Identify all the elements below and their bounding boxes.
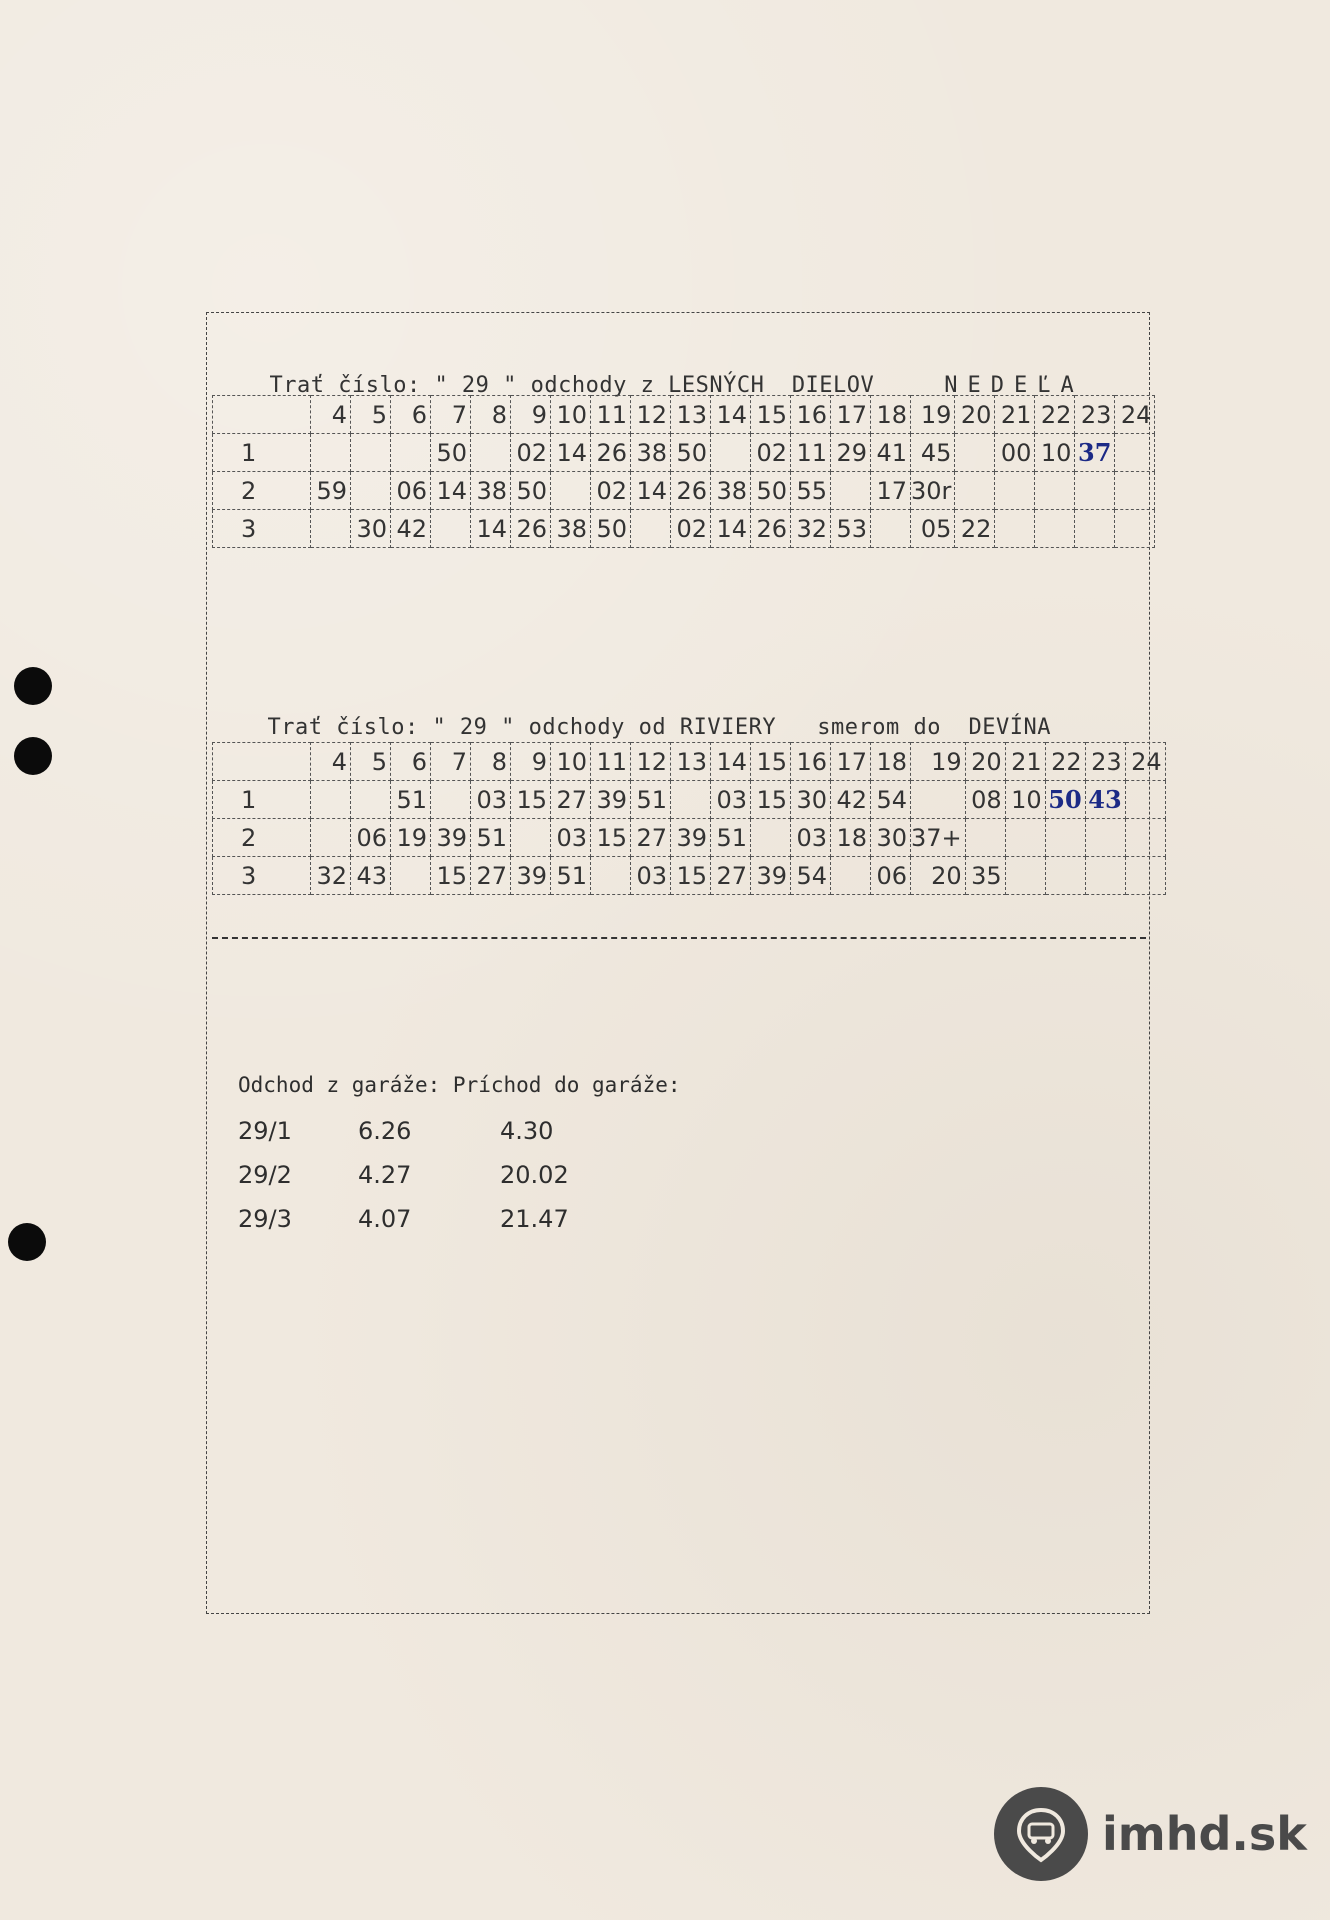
departure-minute: 32 — [791, 510, 831, 548]
departure-minute — [351, 472, 391, 510]
departure-minute: 50 — [591, 510, 631, 548]
departure-minute: 00 — [995, 434, 1035, 472]
departure-minute: 17 — [871, 472, 911, 510]
hour-header: 16 — [791, 743, 831, 781]
departure-minute: 26 — [671, 472, 711, 510]
departure-minute: 38 — [711, 472, 751, 510]
hour-header: 5 — [351, 396, 391, 434]
hour-header: 15 — [751, 396, 791, 434]
departure-minute: 14 — [711, 510, 751, 548]
punch-hole — [14, 737, 52, 775]
hour-header: 9 — [511, 743, 551, 781]
hour-header: 10 — [551, 396, 591, 434]
departure-minute — [311, 819, 351, 857]
header-corner — [213, 396, 311, 434]
departure-minute: 03 — [471, 781, 511, 819]
hour-header: 23 — [1075, 396, 1115, 434]
departure-minute: 26 — [751, 510, 791, 548]
departure-minute — [1125, 781, 1165, 819]
departure-minute: 51 — [631, 781, 671, 819]
departure-minute: 59 — [311, 472, 351, 510]
table-row — [213, 781, 1166, 819]
departure-minute: 38 — [631, 434, 671, 472]
departure-minute: 02 — [671, 510, 711, 548]
bus-pin-icon — [994, 1787, 1088, 1881]
garage-arrival: 21.47 — [500, 1205, 569, 1233]
departure-minute — [351, 434, 391, 472]
garage-arrival: 4.30 — [500, 1117, 554, 1145]
departure-minute: 15 — [751, 781, 791, 819]
departure-minute: 30 — [351, 510, 391, 548]
departure-minute: 14 — [551, 434, 591, 472]
hour-header: 13 — [671, 743, 711, 781]
departure-minute — [1125, 857, 1165, 895]
departure-minute — [1115, 472, 1155, 510]
table-row — [213, 819, 1166, 857]
departure-minute: 51 — [711, 819, 751, 857]
departure-minute — [471, 434, 511, 472]
hour-header: 14 — [711, 396, 751, 434]
hour-header: 8 — [471, 743, 511, 781]
hour-header: 4 — [311, 743, 351, 781]
row-label: 2 — [213, 819, 311, 857]
hour-header: 14 — [711, 743, 751, 781]
departure-minute — [955, 434, 995, 472]
departure-minute: 14 — [631, 472, 671, 510]
departure-minute: 51 — [391, 781, 431, 819]
departure-minute — [431, 510, 471, 548]
departure-minute: 53 — [831, 510, 871, 548]
departure-minute: 54 — [871, 781, 911, 819]
route-number: 29/3 — [238, 1205, 292, 1233]
departure-minute: 11 — [791, 434, 831, 472]
departure-minute — [831, 472, 871, 510]
hour-header: 21 — [1005, 743, 1045, 781]
departure-minute: 29 — [831, 434, 871, 472]
departure-minute — [351, 781, 391, 819]
hour-header: 11 — [591, 743, 631, 781]
departure-minute — [1035, 510, 1075, 548]
departure-minute: 30 — [871, 819, 911, 857]
departure-minute: 15 — [431, 857, 471, 895]
departure-minute — [1035, 472, 1075, 510]
departure-minute — [671, 781, 711, 819]
departure-minute: 39 — [671, 819, 711, 857]
departure-minute — [751, 819, 791, 857]
departure-minute: 26 — [591, 434, 631, 472]
hour-header: 22 — [1035, 396, 1075, 434]
hour-header: 5 — [351, 743, 391, 781]
departure-minute: 27 — [551, 781, 591, 819]
departure-minute — [631, 510, 671, 548]
departure-minute — [911, 781, 966, 819]
departure-minute: 30r — [911, 472, 955, 510]
departure-minute: 06 — [871, 857, 911, 895]
section1-title — [242, 348, 1084, 398]
section1-title-text: Trať číslo: " 29 " odchody z LESNÝCH DIELOV — [269, 373, 875, 398]
departure-minute: 15 — [591, 819, 631, 857]
imhd-logo — [994, 1786, 1307, 1882]
departure-minute — [511, 819, 551, 857]
departure-minute: 50 — [671, 434, 711, 472]
departure-minute: 41 — [871, 434, 911, 472]
departure-minute — [391, 434, 431, 472]
section2-title — [240, 690, 1051, 740]
departure-minute: 38 — [471, 472, 511, 510]
departure-minute: 37 — [1075, 434, 1115, 472]
departure-minute — [995, 510, 1035, 548]
departure-minute: 27 — [471, 857, 511, 895]
departure-minute — [831, 857, 871, 895]
departure-minute: 05 — [911, 510, 955, 548]
departure-minute: 27 — [631, 819, 671, 857]
section2-title-text: Trať číslo: " 29 " odchody od RIVIERY smerom do DEVÍNA — [267, 715, 1051, 740]
punch-hole — [14, 667, 52, 705]
departure-minute: 38 — [551, 510, 591, 548]
hour-header: 9 — [511, 396, 551, 434]
departure-minute: 45 — [911, 434, 955, 472]
departure-minute: 50 — [511, 472, 551, 510]
hour-header: 18 — [871, 396, 911, 434]
departure-minute: 39 — [591, 781, 631, 819]
departure-minute: 35 — [965, 857, 1005, 895]
departure-minute: 55 — [791, 472, 831, 510]
departure-minute: 14 — [471, 510, 511, 548]
hour-header: 11 — [591, 396, 631, 434]
departure-minute: 42 — [831, 781, 871, 819]
departure-minute: 50 — [1045, 781, 1085, 819]
departure-minute — [391, 857, 431, 895]
departure-minute: 30 — [791, 781, 831, 819]
departure-minute — [871, 510, 911, 548]
hour-header: 16 — [791, 396, 831, 434]
hour-header: 17 — [831, 743, 871, 781]
departure-minute — [311, 510, 351, 548]
hour-header: 15 — [751, 743, 791, 781]
hour-header: 21 — [995, 396, 1035, 434]
hour-header: 24 — [1115, 396, 1155, 434]
departure-minute: 50 — [431, 434, 471, 472]
departure-minute: 43 — [1085, 781, 1125, 819]
departure-minute: 10 — [1035, 434, 1075, 472]
garage-departure: 4.07 — [358, 1205, 412, 1233]
departure-minute — [1115, 434, 1155, 472]
hour-header: 4 — [311, 396, 351, 434]
departure-minute — [1085, 857, 1125, 895]
departure-minute: 15 — [671, 857, 711, 895]
table-row — [213, 857, 1166, 895]
departure-minute: 06 — [351, 819, 391, 857]
hour-header: 17 — [831, 396, 871, 434]
day-label: NEDEĽA — [944, 373, 1084, 398]
table-row — [213, 434, 1155, 472]
hour-header: 20 — [965, 743, 1005, 781]
table-row — [213, 510, 1155, 548]
hour-header: 19 — [911, 396, 955, 434]
row-label: 3 — [213, 857, 311, 895]
departure-minute — [311, 434, 351, 472]
departure-minute: 27 — [711, 857, 751, 895]
departure-minute: 26 — [511, 510, 551, 548]
header-corner — [213, 743, 311, 781]
timetable-riviera-devin — [212, 742, 1166, 895]
departure-minute: 42 — [391, 510, 431, 548]
hour-header: 12 — [631, 743, 671, 781]
departure-minute — [1075, 472, 1115, 510]
departure-minute: 43 — [351, 857, 391, 895]
hour-header: 6 — [391, 396, 431, 434]
hour-header-row — [213, 396, 1155, 434]
departure-minute — [1045, 819, 1085, 857]
departure-minute: 03 — [551, 819, 591, 857]
garage-departure: 6.26 — [358, 1117, 412, 1145]
departure-minute — [1115, 510, 1155, 548]
departure-minute: 39 — [511, 857, 551, 895]
punch-hole — [8, 1223, 46, 1261]
departure-minute: 08 — [965, 781, 1005, 819]
departure-minute — [1005, 857, 1045, 895]
departure-minute: 02 — [511, 434, 551, 472]
timetable-lesne-dielove — [212, 395, 1155, 548]
departure-minute: 03 — [631, 857, 671, 895]
departure-minute: 20 — [911, 857, 966, 895]
departure-minute — [1005, 819, 1045, 857]
departure-minute: 32 — [311, 857, 351, 895]
row-label: 3 — [213, 510, 311, 548]
route-number: 29/1 — [238, 1117, 292, 1145]
hour-header: 13 — [671, 396, 711, 434]
departure-minute: 39 — [431, 819, 471, 857]
departure-minute: 15 — [511, 781, 551, 819]
hour-header: 22 — [1045, 743, 1085, 781]
departure-minute: 03 — [791, 819, 831, 857]
table-row — [213, 472, 1155, 510]
departure-minute: 02 — [591, 472, 631, 510]
hour-header: 12 — [631, 396, 671, 434]
hour-header: 18 — [871, 743, 911, 781]
departure-minute — [431, 781, 471, 819]
departure-minute: 10 — [1005, 781, 1045, 819]
garage-arrival: 20.02 — [500, 1161, 569, 1189]
departure-minute — [1085, 819, 1125, 857]
hour-header: 23 — [1085, 743, 1125, 781]
departure-minute — [965, 819, 1005, 857]
departure-minute: 22 — [955, 510, 995, 548]
departure-minute — [955, 472, 995, 510]
departure-minute: 54 — [791, 857, 831, 895]
hour-header: 7 — [431, 743, 471, 781]
logo-text: imhd.sk — [1102, 1807, 1307, 1861]
hour-header: 8 — [471, 396, 511, 434]
departure-minute — [995, 472, 1035, 510]
departure-minute — [551, 472, 591, 510]
departure-minute: 18 — [831, 819, 871, 857]
garage-header: Odchod z garáže: Príchod do garáže: — [238, 1073, 681, 1097]
departure-minute — [311, 781, 351, 819]
departure-minute — [1075, 510, 1115, 548]
departure-minute: 51 — [471, 819, 511, 857]
row-label: 2 — [213, 472, 311, 510]
hour-header: 24 — [1125, 743, 1165, 781]
hour-header-row — [213, 743, 1166, 781]
hour-header: 10 — [551, 743, 591, 781]
section-separator — [212, 937, 1146, 939]
departure-minute: 39 — [751, 857, 791, 895]
hour-header: 7 — [431, 396, 471, 434]
departure-minute: 51 — [551, 857, 591, 895]
row-label: 1 — [213, 781, 311, 819]
departure-minute — [1125, 819, 1165, 857]
departure-minute: 14 — [431, 472, 471, 510]
departure-minute — [591, 857, 631, 895]
departure-minute: 50 — [751, 472, 791, 510]
departure-minute: 03 — [711, 781, 751, 819]
hour-header: 20 — [955, 396, 995, 434]
departure-minute: 02 — [751, 434, 791, 472]
departure-minute — [1045, 857, 1085, 895]
hour-header: 6 — [391, 743, 431, 781]
row-label: 1 — [213, 434, 311, 472]
departure-minute: 06 — [391, 472, 431, 510]
departure-minute: 19 — [391, 819, 431, 857]
garage-departure: 4.27 — [358, 1161, 412, 1189]
departure-minute: 37+ — [911, 819, 966, 857]
hour-header: 19 — [911, 743, 966, 781]
departure-minute — [711, 434, 751, 472]
route-number: 29/2 — [238, 1161, 292, 1189]
